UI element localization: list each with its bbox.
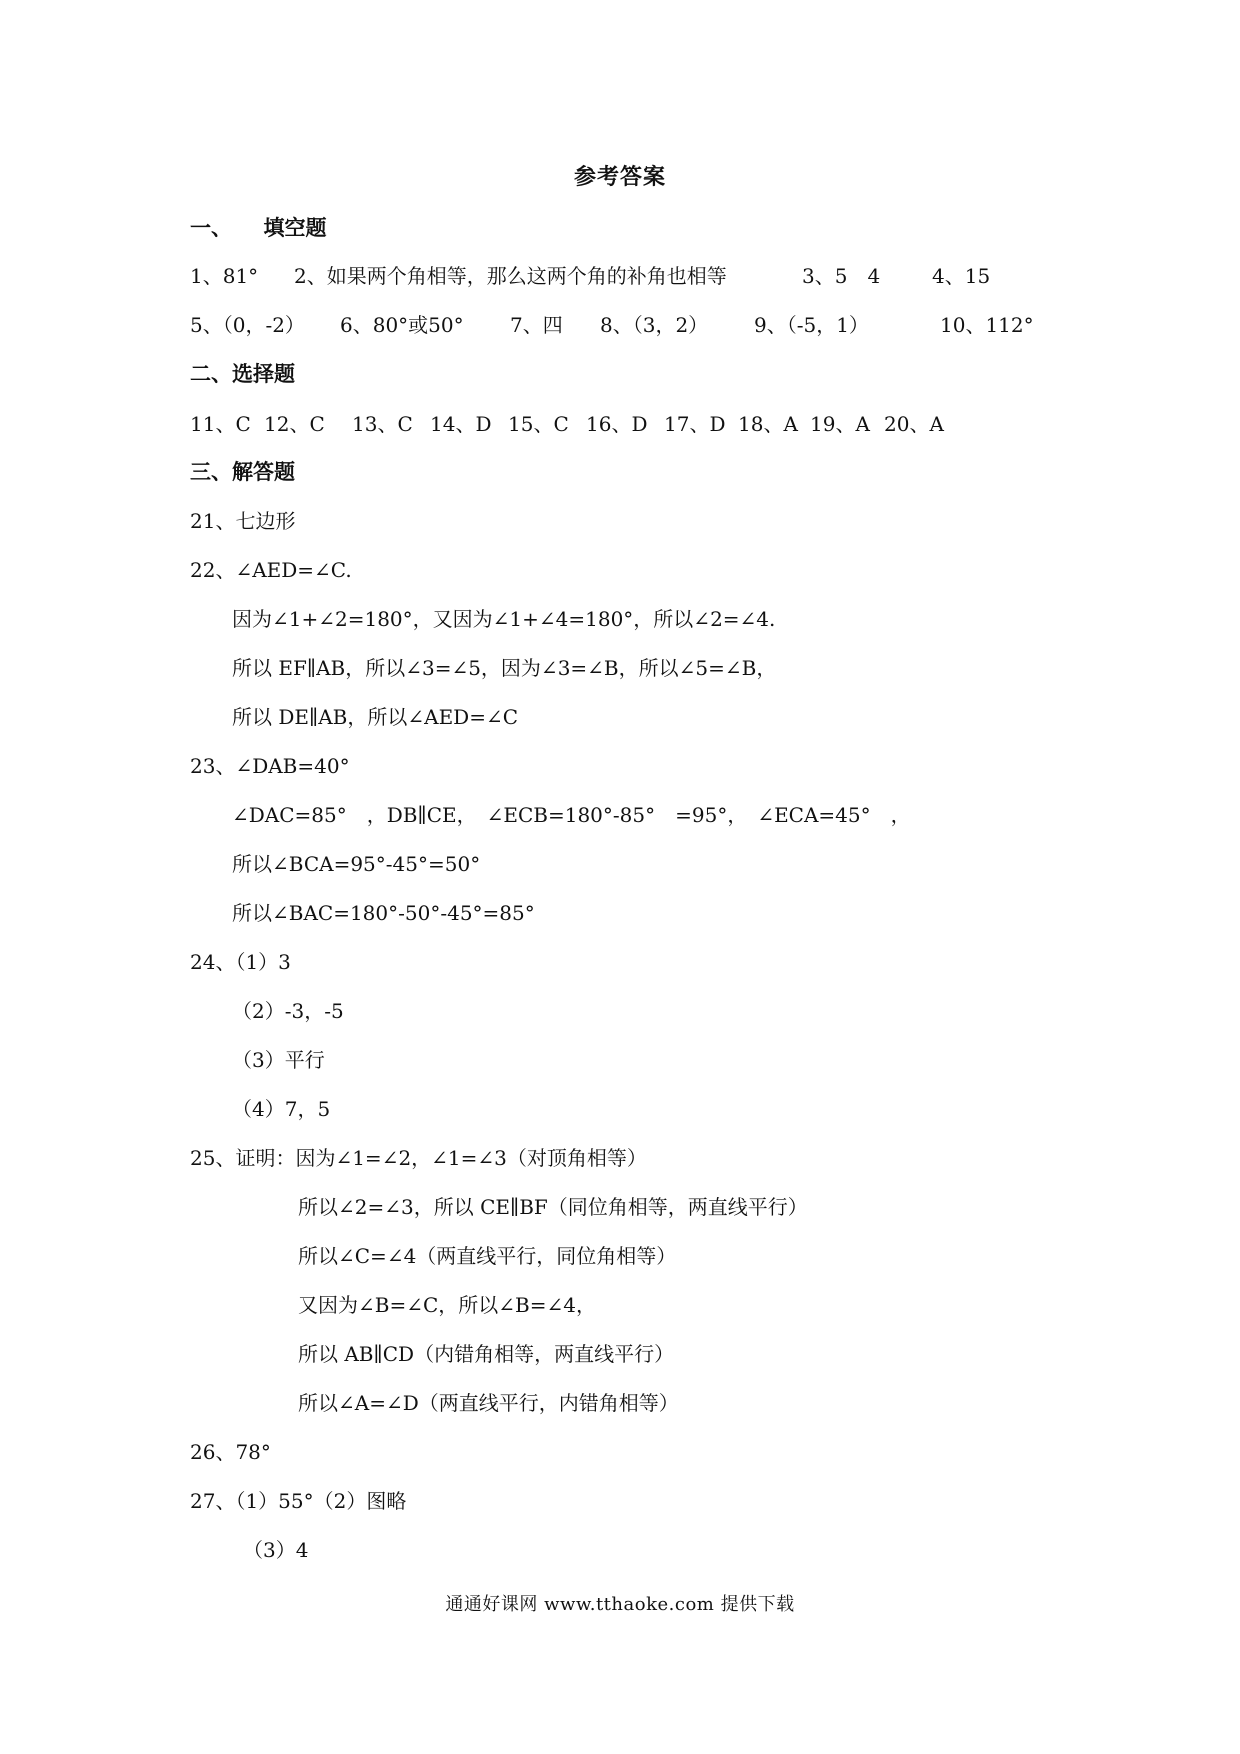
answer-22-line-1: 因为∠1+∠2=180°，又因为∠1+∠4=180°，所以∠2=∠4. [232,607,776,631]
choice-answer: 14、D [430,412,492,436]
choice-answer: 15、C [508,412,569,436]
choice-answer: 20、A [884,412,944,436]
choice-answer: 13、C [352,412,413,436]
answer-25-line-2: 所以∠C=∠4（两直线平行，同位角相等） [298,1244,677,1268]
choice-answer: 17、D [664,412,726,436]
answer-23-line-3: 所以∠BAC=180°-50°-45°=85° [232,901,535,925]
fill-answer-2: 2、如果两个角相等，那么这两个角的补角也相等 [294,264,727,288]
footer-credit: 通通好课网 www.tthaoke.com 提供下载 [445,1594,795,1615]
choice-answer: 16、D [586,412,648,436]
answer-22-line-3: 所以 DE∥AB，所以∠AED=∠C [232,705,519,729]
fill-answer-6: 6、80°或50° [340,313,464,337]
answer-25-line-5: 所以∠A=∠D（两直线平行，内错角相等） [298,1391,679,1415]
fill-answer-9: 9、（-5，1） [754,313,869,337]
answer-25-line-4: 所以 AB∥CD（内错角相等，两直线平行） [298,1342,675,1366]
fill-answer-4: 4、15 [932,264,991,288]
choice-answer: 19、A [810,412,870,436]
page-title: 参考答案 [573,164,666,190]
answer-27: 27、（1）55°（2）图略 [190,1489,407,1513]
answer-24-line-2: （2）-3，-5 [232,999,344,1023]
fill-answer-1: 1、81° [190,264,259,288]
fill-answer-5: 5、（0，-2） [190,313,305,337]
choice-answer: 18、A [738,412,798,436]
section-choice: 二、选择题 [190,361,295,386]
section-fill-in: 一、 填空题 [190,215,327,240]
fill-answer-7: 7、四 [510,313,563,337]
fill-answer-8: 8、（3，2） [600,313,709,337]
fill-answer-10: 10、112° [940,313,1034,337]
answer-27-line-2: （3）4 [243,1538,309,1562]
answer-21: 21、七边形 [190,509,296,533]
answer-24-line-3: （3）平行 [232,1048,325,1072]
choice-answer: 12、C [264,412,325,436]
answer-22-line-2: 所以 EF∥AB，所以∠3=∠5，因为∠3=∠B，所以∠5=∠B， [232,656,777,680]
answer-25: 25、证明：因为∠1=∠2，∠1=∠3（对顶角相等） [190,1146,647,1170]
answer-24: 24、（1）3 [190,950,291,974]
answer-25-line-1: 所以∠2=∠3，所以 CE∥BF（同位角相等，两直线平行） [298,1195,808,1219]
answer-22: 22、∠AED=∠C. [190,558,352,582]
fill-answer-3: 3、5 4 [802,264,881,288]
answer-25-line-3: 又因为∠B=∠C，所以∠B=∠4， [298,1293,596,1317]
answer-24-line-4: （4）7，5 [232,1097,331,1121]
choice-answer: 11、C [190,412,251,436]
answer-23: 23、∠DAB=40° [190,754,350,778]
answer-26: 26、78° [190,1440,271,1464]
answer-23-line-2: 所以∠BCA=95°-45°=50° [232,852,481,876]
section-solutions: 三、解答题 [190,459,295,484]
answer-23-line-1: ∠DAC=85° ，DB∥CE， ∠ECB=180°-85° =95°， ∠ECA=45° ， [232,803,911,827]
